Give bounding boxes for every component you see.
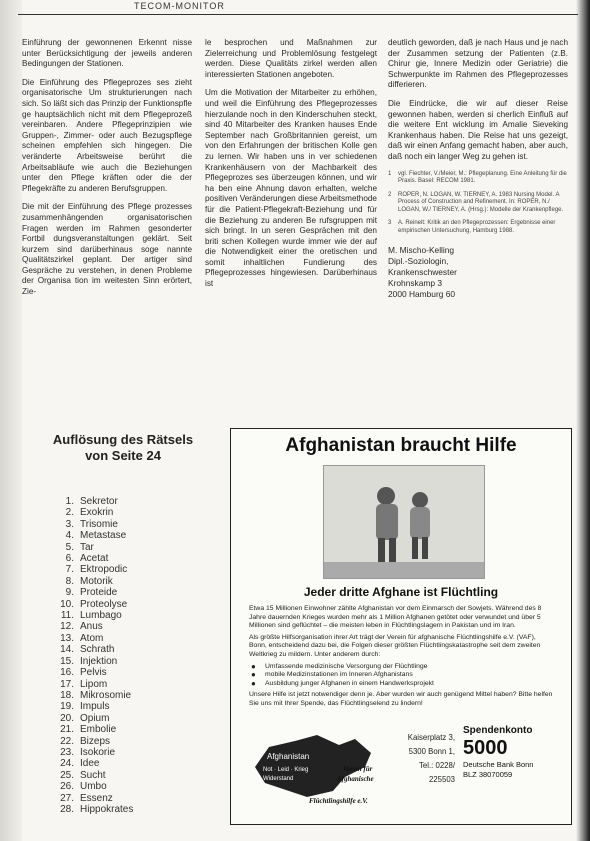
paragraph: Die mit der Einführung des Pflege prozesses zusammenhängenden organisatorischen Fragen werden im Rahmen gesonderter Fortbil dungsveranstaltungen geklärt. Seit kurzem sind darüberhinaus soge nannte Qualitätszirkel geplant. Der artiger sind Gespräche zu verstehen, in denen Probleme der Organisa tion im weitesten Sinn erörtert, Zie- — [22, 202, 192, 297]
list-item: 5. Tar — [65, 541, 94, 553]
list-item: 7. Ektropodic — [65, 564, 128, 576]
ad-subtitle: Jeder dritte Afghane ist Flüchtling — [303, 585, 499, 599]
list-item: 12. Anus — [60, 621, 103, 633]
puzzle-solution-box — [28, 432, 218, 832]
list-item: 22. Bizeps — [60, 735, 111, 747]
map-label: Widerstand — [263, 776, 294, 782]
article-column-1 — [22, 38, 192, 306]
list-item: 18. Mikrosomie — [60, 689, 132, 701]
list-item: 27. Essenz — [60, 792, 113, 804]
ad-address: Kaiserplatz 3, 5300 Bonn 1, Tel.: 0228/ 225503 — [407, 733, 455, 784]
paragraph: Die Einführung des Pflegeprozes ses zieht organisatorische Um strukturierungen nach sich. So läßt sich das Prinzip der Funktionspfle ge hauptsächlich nicht mit dem Pflegeprozeß vereinbaren. Andere Pflegeprinzipien wie Gruppen-, Zimmer- oder auch Bezugspflege scheinen empfehlen sich hingegen. Die veränderte Arbeitsweise berührt die Arbeitsabläufe wie auch die Beziehungen unter den Pflege kräften oder die der Pflegekräfte zu anderen Berufsgruppen. — [22, 77, 192, 193]
reference: 3 A. Reinelt: Kritik an den Pflegeprozessen: Ergebnisse einer empirischen Untersuchung, Hamburg 1988. — [388, 220, 556, 234]
list-item: 16. Pelvis — [60, 667, 107, 679]
list-item: 13. Atom — [60, 632, 104, 644]
refugee-children-photo — [323, 465, 485, 579]
afghanistan-map-logo — [247, 727, 387, 805]
paragraph: Um die Motivation der Mitarbeiter zu erhöhen, und weil die Einführung des Pflegeprozesses hierzulande noch in den Kinderschuhen steckt, sind 40 Mitarbeiter des Kranken hauses Ende September nach Großbritannien gereist, um von den Erfahrungen der britischen Kolle gen zu lernen. Wir haben uns in ver schiedenen Krankenhäusern von der Machbarkeit des Pflegeprozes ses überzeugen können, und wir ha ben eine Ahnung davon erhalten, welche positiven Veränderungen diese Arbeitsmethode für die Patient-Pflegekraft-Beziehung und für die Beziehung zu anderen Be rufsgruppen mit sich bringt. In un seren Gesprächen mit den briti schen Kollegen wurde immer wie der auf die Notwendigkeit einer the oretischen und somit inhaltlichen Fundierung des Pflegeprozesses hingewiesen. Darüberhinaus ist — [205, 88, 377, 289]
reference: 1 vgl. Fiechter, V./Meier, M.: Pflegeplanung. Eine Anleitung für die Praxis. Basel: RECOM 1981. — [388, 170, 567, 185]
list-item: 6. Acetat — [65, 553, 109, 565]
list-item: 2. Exokrin — [65, 507, 114, 519]
list-item: ● Umfassende medizinische Versorgung der Flüchtlinge — [265, 663, 555, 672]
list-item: 21. Embolie — [60, 724, 117, 736]
paragraph: deutlich geworden, daß je nach Haus und je nach der Zusammen setzung der Patienten (z.B. Chirur gie, Innere Medizin oder Geriatrie) die Schwerpunkte im Rahmen des Pflegeprozesses differieren. — [388, 38, 568, 90]
author-signature: M. Mischo-Kelling Dipl.-Soziologin, Krankenschwester Krohnskamp 3 2000 Hamburg 60 — [388, 245, 457, 300]
list-item: 4. Metastase — [65, 530, 127, 542]
list-item: 23. Isokorie — [60, 746, 116, 758]
header-label: TECOM-MONITOR — [130, 1, 229, 11]
advertisement-afghanistan — [230, 428, 572, 825]
list-item: 3. Trisomie — [65, 518, 118, 530]
article-column-2 — [205, 38, 377, 298]
list-item: 26. Umbo — [60, 781, 107, 793]
list-item: 1. Sekretor — [65, 496, 118, 507]
org-name: Verein für — [343, 765, 373, 773]
org-name: Afghanische — [337, 775, 374, 783]
page-header — [18, 2, 578, 15]
list-item: 25. Sucht — [60, 769, 106, 781]
article-column-3 — [388, 38, 568, 300]
answer-list — [42, 496, 133, 815]
list-item: 10. Proteolyse — [60, 598, 128, 610]
list-item: ● mobile Medizinstationen im Inneren Afghanistans — [265, 671, 555, 680]
ad-title: Afghanistan braucht Hilfe — [285, 435, 517, 456]
right-page-shadow — [576, 0, 590, 841]
paragraph: Einführung der gewonnenen Erkennt nisse unter Berücksichtigung der jeweils anderen Bedingungen der Stationen. — [22, 38, 192, 69]
donation-account: Spendenkonto 5000 Deutsche Bank Bonn BLZ 38070059 — [463, 725, 534, 779]
list-item: 15. Injektion — [60, 655, 118, 667]
puzzle-title: Auflösung des Rätsels von Seite 24 — [52, 432, 194, 463]
list-item: 19. Impuls — [60, 701, 110, 713]
list-item: 17. Lipom — [60, 678, 108, 690]
ad-body: Etwa 15 Millionen Einwohner zählte Afghanistan vor dem Einmarsch der Sowjets. Während des 8 Jahre dauernden Krieges wurden mehr als 1 Million Afghanen getötet oder verwundet und über 5 Millionen sind geflüchtet – die meisten leben in Flüchtlingslagern in Pakistan und im Iran. Als größte Hilfsorganisation ihrer Art trägt der Verein für afghanische Flüchtlingshilfe e.V. (VAF), Bonn, entscheidend dazu bei, die Folgen dieser größten Flüchtlingskatastrophe seit dem zweiten Weltkrieg zu mildern. Unter anderem durch: ● Umfassende medizinische Versorgung der Flüchtlinge ● mobile Medizinstationen im Inneren Afghanistans ● Ausbildung junger Afghanen in einem Handwerksprojekt Unsere Hilfe ist jetzt notwendiger denn je. Aber wurden wir auch genügend Mittel haben? Bitte helfen Sie uns mit Ihrer Spende, das Flüchtlingselend zu lindern! — [249, 605, 555, 712]
list-item: 11. Lumbago — [60, 610, 122, 622]
list-item: 9. Proteide — [65, 587, 118, 599]
list-item: 8. Motorik — [65, 575, 113, 587]
paragraph: Die Eindrücke, die wir auf dieser Reise gewonnen haben, werden si cherlich Einfluß auf die weitere Ent wicklung im Amalie Sieveking Krankenhaus haben. Die Reise hat uns gezeigt, daß wir einen Anfang gemacht haben, aber auch, daß noch ein langer Weg zu gehen ist. — [388, 98, 568, 161]
list-item: 14. Schrath — [60, 644, 115, 656]
reference: 2 ROPER, N. LOGAN, W. TIERNEY, A. 1983 Nursing Model. A Process of Construction and Refinement. In: ROPER, N./ LOGAN, W./ TIERNEY, A. (Hrsg.): Modelle der Krankenpflege. — [388, 191, 564, 213]
list-item: 28. Hippokrates — [60, 803, 134, 815]
ad-bullet-list — [249, 663, 555, 689]
list-item: ● Ausbildung junger Afghanen in einem Handwerksprojekt — [265, 680, 555, 689]
org-name: Flüchtlingshilfe e.V. — [309, 797, 368, 805]
left-binding-edge — [0, 0, 22, 841]
paragraph: le besprochen und Maßnahmen zur Zielerreichung und Problemlösung festgelegt werden. Diese Qualitäts zirkel werden allen interessierten Stationen angeboten. — [205, 38, 377, 79]
list-item: 24. Idee — [60, 758, 100, 770]
list-item: 20. Opium — [60, 712, 110, 724]
map-label: Afghanistan — [267, 752, 310, 761]
map-label: Not · Leid · Krieg — [263, 767, 309, 773]
